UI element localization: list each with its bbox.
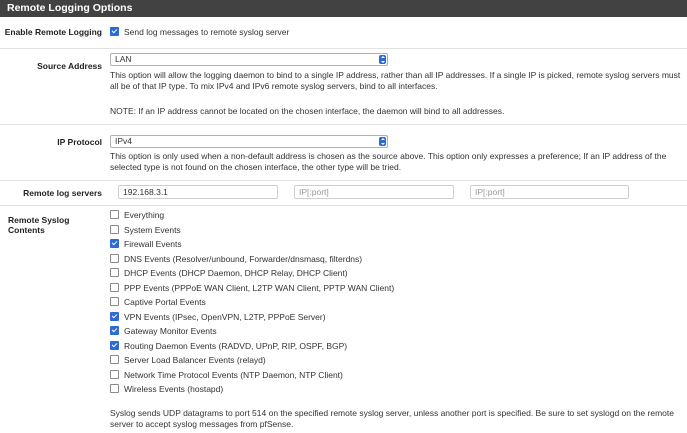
syslog-option-checkbox[interactable]: [110, 312, 119, 321]
source-address-select[interactable]: [110, 53, 388, 66]
select-arrows-icon: [379, 137, 386, 146]
row-source-address: [0, 49, 687, 125]
syslog-option: [110, 266, 681, 281]
remote-syslog-contents-label: Remote Syslog Contents: [8, 215, 70, 235]
syslog-option-label: Everything: [124, 210, 165, 220]
syslog-option: [110, 324, 681, 339]
syslog-option-checkbox[interactable]: [110, 355, 119, 364]
syslog-option-checkbox[interactable]: [110, 370, 119, 379]
enable-remote-logging-checkbox-label: Send log messages to remote syslog server: [124, 27, 290, 37]
syslog-option: [110, 295, 681, 310]
syslog-option-checkbox[interactable]: [110, 239, 119, 248]
enable-remote-logging-label: Enable Remote Logging: [4, 27, 102, 37]
syslog-option-checkbox[interactable]: [110, 225, 119, 234]
row-ip-protocol: [0, 125, 687, 181]
syslog-option: [110, 382, 681, 397]
ip-protocol-content: [110, 125, 687, 180]
syslog-options-list: [110, 208, 681, 397]
section-title: Remote Logging Options: [7, 2, 133, 14]
syslog-option-label: DHCP Events (DHCP Daemon, DHCP Relay, DHCP Client): [124, 268, 348, 278]
source-address-selected: LAN: [115, 54, 132, 64]
ip-protocol-select[interactable]: [110, 135, 388, 148]
source-address-help: This option will allow the logging daemon to bind to a single IP address, rather than all IP addresses. If a single IP is picked, remote syslog servers must all be of that IP type. To mix IPv4 and IPv6 remote syslog servers, bind to all interfaces.: [110, 70, 681, 91]
remote-syslog-contents-content: [110, 206, 687, 430]
row-enable-remote-logging: [0, 17, 687, 49]
select-arrows-icon: [379, 55, 386, 64]
syslog-option-label: DNS Events (Resolver/unbound, Forwarder/dnsmasq, filterdns): [124, 253, 363, 264]
syslog-option-checkbox[interactable]: [110, 283, 119, 292]
syslog-option-checkbox[interactable]: [110, 326, 119, 335]
syslog-option: [110, 368, 681, 383]
syslog-option: [110, 310, 681, 325]
syslog-option-checkbox[interactable]: [110, 297, 119, 306]
syslog-option-checkbox[interactable]: [110, 210, 119, 219]
ip-protocol-selected: IPv4: [115, 136, 133, 146]
row-remote-syslog-contents: [0, 206, 687, 430]
syslog-option: [110, 339, 681, 354]
syslog-option: [110, 223, 681, 238]
source-address-note: NOTE: If an IP address cannot be located on the chosen interface, the daemon will bind to all addresses.: [110, 106, 505, 116]
syslog-contents-help: Syslog sends UDP datagrams to port 514 on the specified remote syslog server, unless another port is specified. Be sure to set syslogd on the remote server to accept syslog messages from pfSense.: [110, 407, 674, 429]
remote-server-2-input[interactable]: [294, 185, 454, 199]
syslog-option-label: VPN Events (IPsec, OpenVPN, L2TP, PPPoE Server): [124, 311, 326, 322]
enable-remote-logging-checkbox[interactable]: [110, 27, 119, 36]
syslog-option-checkbox[interactable]: [110, 341, 119, 350]
enable-remote-logging-content: [110, 17, 687, 48]
syslog-option-checkbox[interactable]: [110, 384, 119, 393]
syslog-option-label: Captive Portal Events: [124, 297, 206, 307]
syslog-option-checkbox[interactable]: [110, 254, 119, 263]
syslog-option-label: Firewall Events: [124, 239, 182, 249]
source-address-content: [110, 49, 687, 124]
syslog-option: [110, 353, 681, 368]
row-remote-log-servers: [0, 181, 687, 206]
remote-server-1-input[interactable]: [118, 185, 278, 199]
source-address-label: Source Address: [37, 61, 102, 71]
syslog-option-label: Server Load Balancer Events (relayd): [124, 355, 266, 365]
syslog-option-label: Gateway Monitor Events: [124, 326, 217, 336]
syslog-option: [110, 237, 681, 252]
syslog-option-label: PPP Events (PPPoE WAN Client, L2TP WAN Client, PPTP WAN Client): [124, 282, 395, 293]
remote-server-3-input[interactable]: [470, 185, 629, 199]
syslog-option-label: Network Time Protocol Events (NTP Daemon, NTP Client): [124, 369, 343, 380]
ip-protocol-help: This option is only used when a non-default address is chosen as the source above. This option only expresses a preference; If an IP address of the selected type is not found on the chosen interface, the other type will be tried.: [110, 151, 667, 172]
syslog-option: [110, 252, 681, 267]
remote-log-servers-label: Remote log servers: [23, 188, 102, 198]
syslog-option-label: System Events: [124, 224, 181, 235]
ip-protocol-label: IP Protocol: [57, 137, 102, 147]
syslog-option: [110, 208, 681, 223]
syslog-option-label: Wireless Events (hostapd): [124, 384, 224, 394]
panel-heading: [0, 0, 687, 17]
syslog-option: [110, 281, 681, 296]
syslog-option-label: Routing Daemon Events (RADVD, UPnP, RIP, OSPF, BGP): [124, 340, 348, 351]
syslog-option-checkbox[interactable]: [110, 268, 119, 277]
